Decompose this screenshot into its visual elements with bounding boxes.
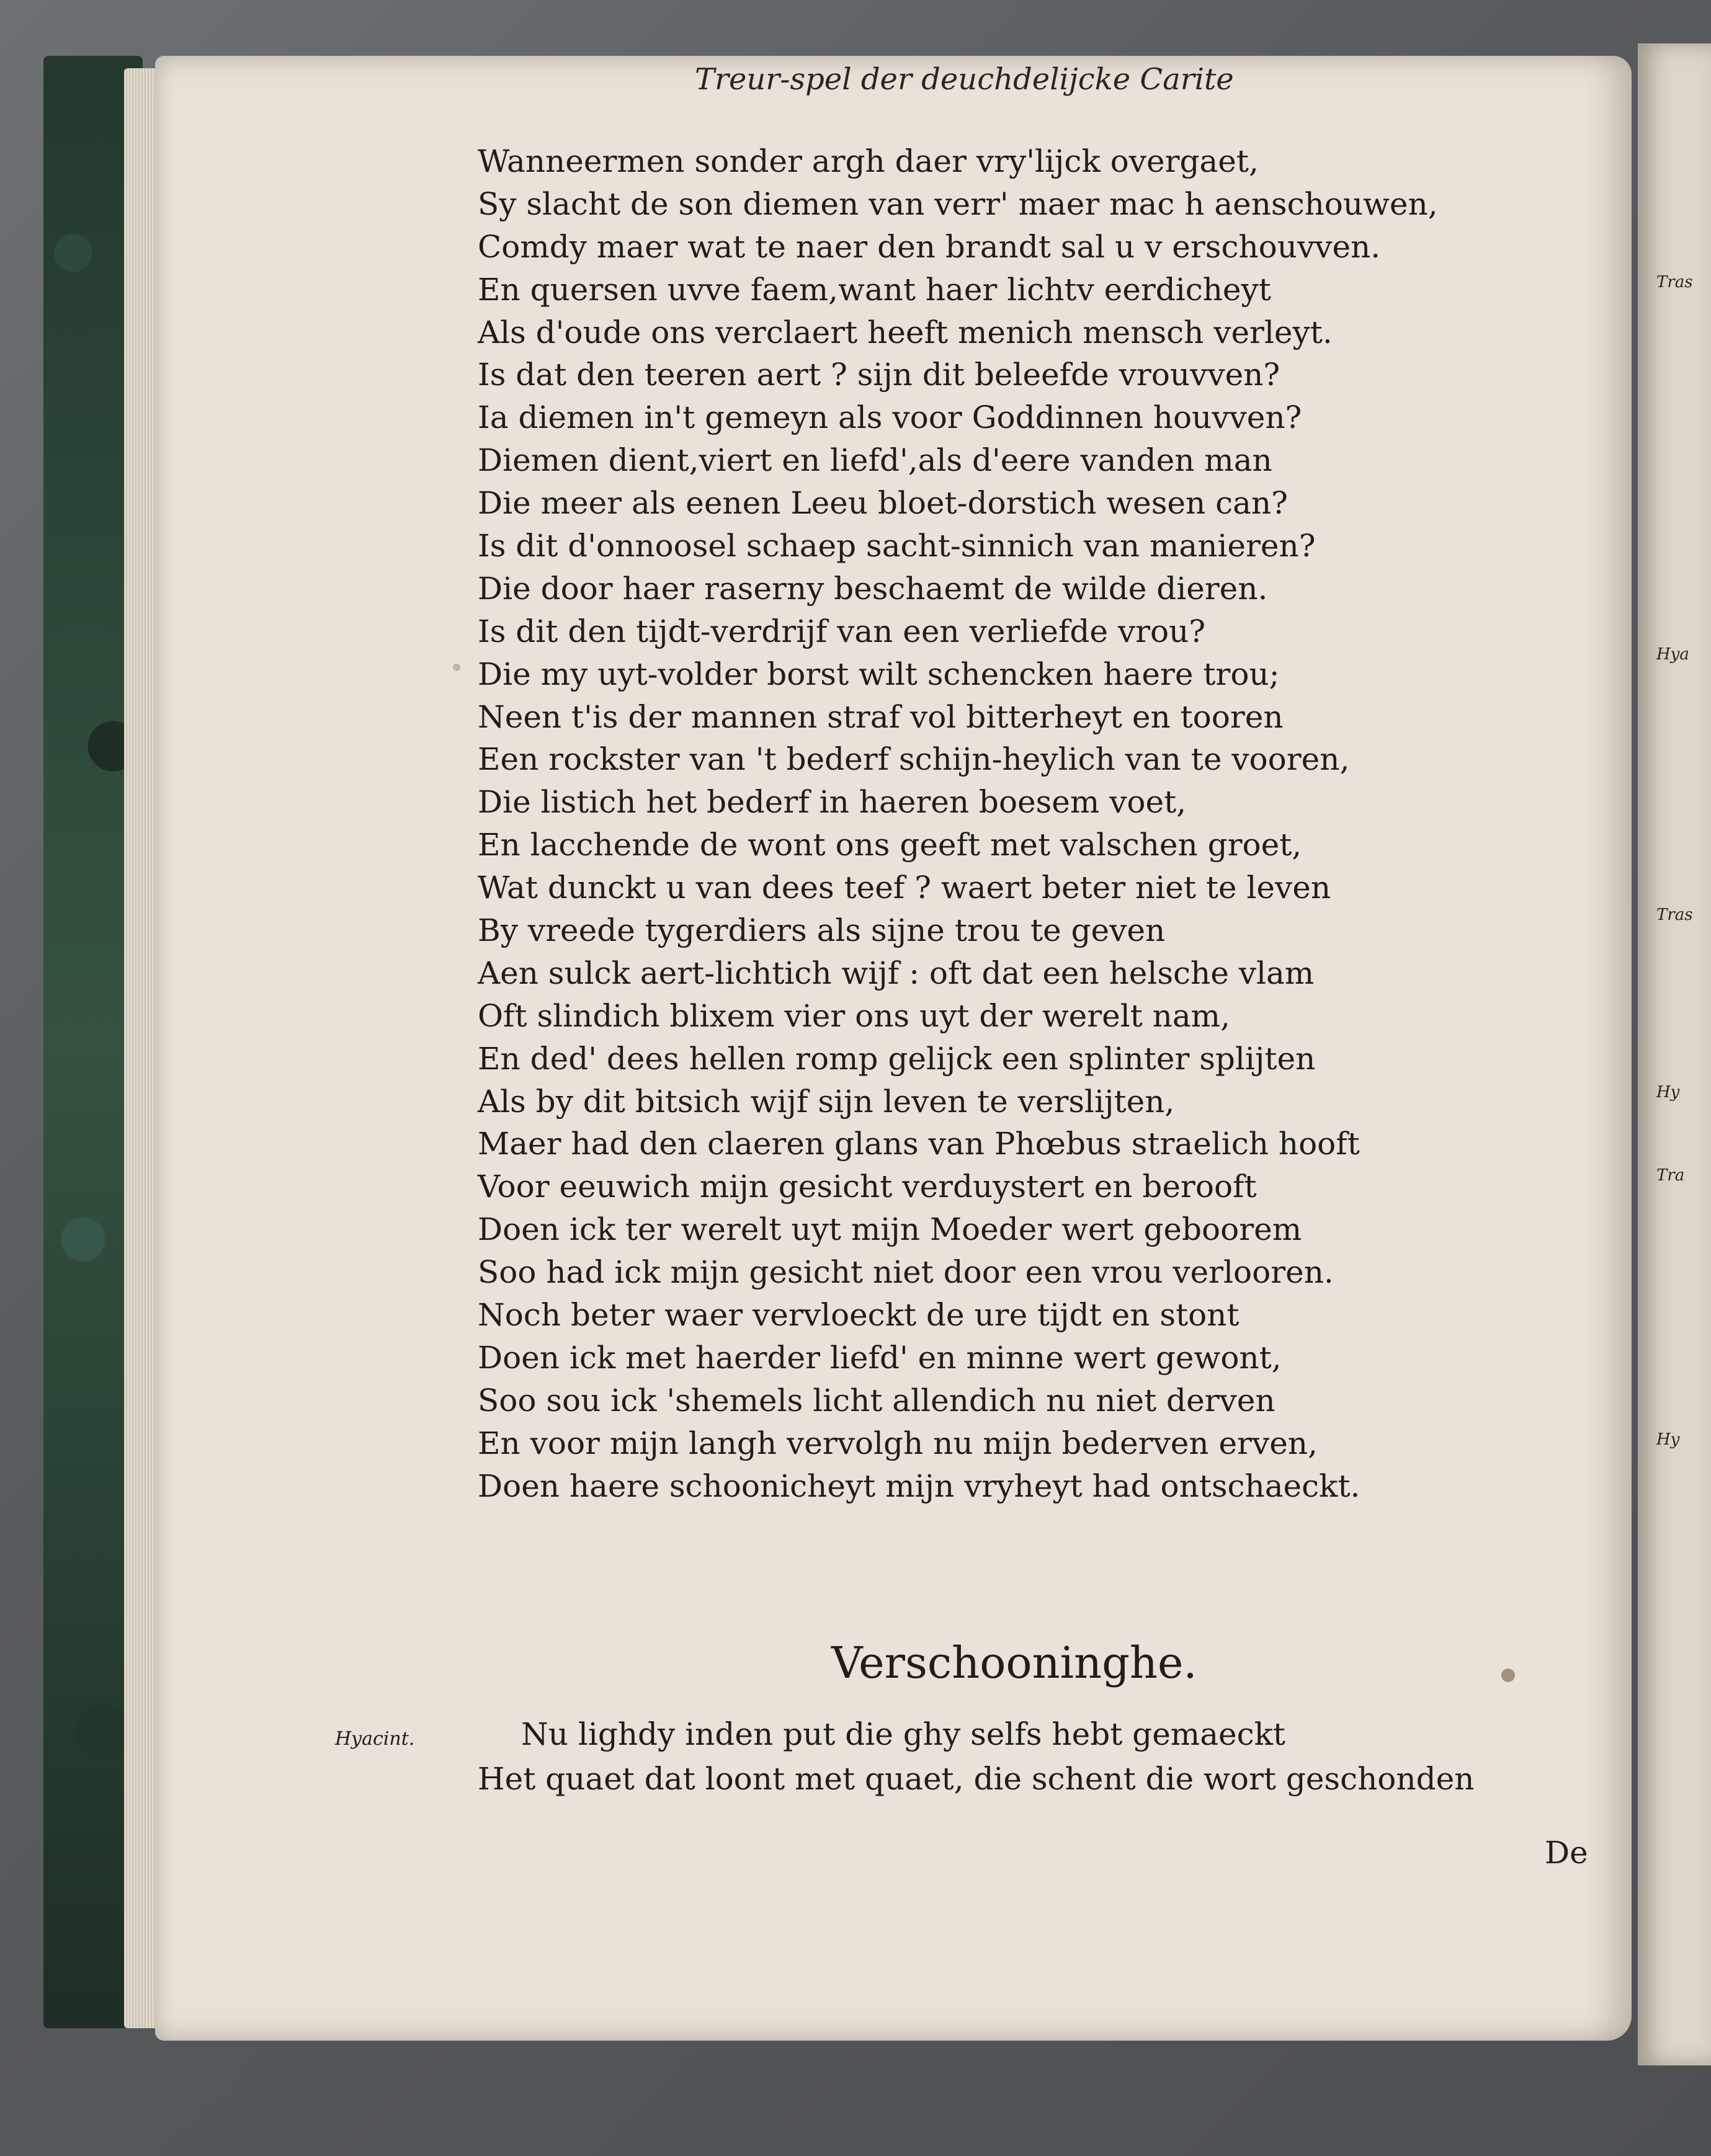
- closing-verse-block: [478, 1712, 1607, 1801]
- verse-line: En ded' dees hellen romp gelijck een splinter splijten: [478, 1040, 1316, 1077]
- facing-page-label: Tras: [1656, 906, 1693, 924]
- facing-page-label: Tras: [1656, 273, 1693, 292]
- verse-line: Die door haer raserny beschaemt de wilde dieren.: [478, 570, 1268, 607]
- verse-line: Wanneermen sonder argh daer vry'lijck overgaet,: [478, 143, 1259, 179]
- facing-page-label: Tra: [1656, 1166, 1685, 1185]
- verse-line: Als by dit bitsich wijf sijn leven te verslijten,: [478, 1083, 1175, 1120]
- verse-line: By vreede tygerdiers als sijne trou te geven: [478, 912, 1166, 949]
- speaker-label: Hyacint.: [335, 1728, 415, 1750]
- verse-line: Een rockster van 't bederf schijn-heylich van te vooren,: [478, 741, 1350, 778]
- facing-page: [1638, 43, 1711, 2065]
- verse-line: Is dit den tijdt-verdrijf van een verliefde vrou?: [478, 613, 1206, 649]
- verse-line: Die my uyt-volder borst wilt schencken haere trou;: [478, 656, 1280, 692]
- verse-line: Diemen dient,viert en liefd',als d'eere vanden man: [478, 442, 1272, 479]
- section-heading: Verschooninghe.: [831, 1637, 1197, 1688]
- verse-line: Ia diemen in't gemeyn als voor Goddinnen houvven?: [478, 399, 1302, 436]
- verse-line: Comdy maer wat te naer den brandt sal u v erschouvven.: [478, 228, 1381, 265]
- facing-page-label: Hy: [1656, 1083, 1680, 1102]
- running-head: Treur-spel der deuchdelijcke Carite: [695, 62, 1234, 97]
- verse-line: Doen haere schoonicheyt mijn vryheyt had ontschaeckt.: [478, 1468, 1360, 1504]
- facing-page-label: Hya: [1656, 645, 1689, 664]
- paper-stain: [1501, 1668, 1515, 1682]
- paper-stain: [453, 664, 460, 671]
- facing-page-label: Hy: [1656, 1430, 1680, 1449]
- verse-line: Is dat den teeren aert ? sijn dit beleefde vrouvven?: [478, 357, 1280, 393]
- verse-line: Is dit d'onnoosel schaep sacht-sinnich van manieren?: [478, 528, 1316, 564]
- verse-line: Het quaet dat loont met quaet, die schent die wort geschonden: [478, 1761, 1475, 1797]
- verse-line: Die meer als eenen Leeu bloet-dorstich wesen can?: [478, 485, 1288, 522]
- verse-line: Maer had den claeren glans van Phœbus straelich hooft: [478, 1126, 1360, 1162]
- verse-line: Soo had ick mijn gesicht niet door een vrou verlooren.: [478, 1254, 1334, 1291]
- verse-line: Wat dunckt u van dees teef ? waert beter niet te leven: [478, 870, 1331, 906]
- verse-line: En quersen uvve faem,want haer lichtv eerdicheyt: [478, 271, 1271, 308]
- verse-line: Aen sulck aert-lichtich wijf : oft dat een helsche vlam: [478, 955, 1315, 991]
- verse-line: Die listich het bederf in haeren boesem voet,: [478, 784, 1187, 821]
- verse-line: Oft slindich blixem vier ons uyt der werelt nam,: [478, 997, 1230, 1034]
- verse-line: Als d'oude ons verclaert heeft menich mensch verleyt.: [478, 314, 1333, 350]
- catchword: De: [1545, 1835, 1588, 1871]
- verse-block: [478, 140, 1607, 1508]
- verse-line: En voor mijn langh vervolgh nu mijn bederven erven,: [478, 1425, 1318, 1461]
- verse-line: En lacchende de wont ons geeft met valschen groet,: [478, 827, 1302, 863]
- verse-line: Neen t'is der mannen straf vol bitterheyt en tooren: [478, 698, 1284, 735]
- verse-line: Doen ick met haerder liefd' en minne wert gewont,: [478, 1339, 1282, 1376]
- verse-line: Noch beter waer vervloeckt de ure tijdt en stont: [478, 1297, 1240, 1334]
- verse-line: Nu lighdy inden put die ghy selfs hebt gemaeckt: [521, 1716, 1285, 1752]
- verse-line: Soo sou ick 'shemels licht allendich nu niet derven: [478, 1382, 1275, 1419]
- verse-line: Doen ick ter werelt uyt mijn Moeder wert geboorem: [478, 1211, 1302, 1248]
- verse-line: Voor eeuwich mijn gesicht verduystert en berooft: [478, 1169, 1257, 1205]
- verse-line: Sy slacht de son diemen van verr' maer mac h aenschouwen,: [478, 185, 1438, 222]
